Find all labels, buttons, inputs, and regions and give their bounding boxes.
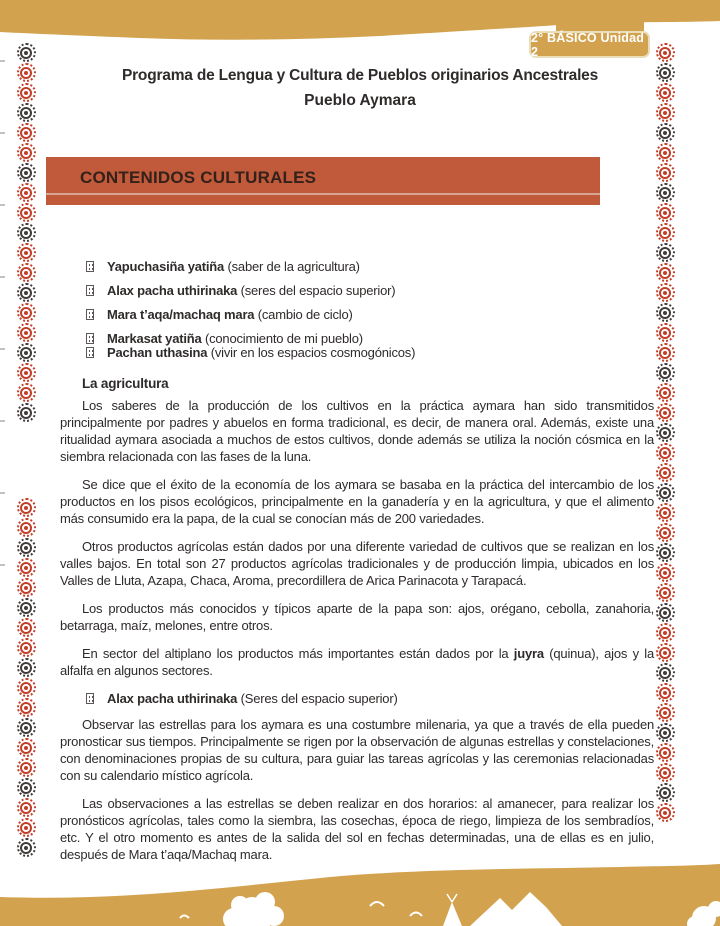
right-ornament-border — [654, 42, 676, 823]
main-text-content — [60, 258, 654, 874]
tofu-bullet-icon — [86, 285, 94, 296]
red-gear-motif-icon — [17, 383, 36, 402]
page-edge-mark — [0, 348, 5, 350]
red-gear-motif-icon — [656, 583, 675, 602]
alax-pacha-bullet — [86, 690, 654, 707]
agriculture-heading: La agricultura — [82, 376, 169, 391]
pueblo-subtitle: Pueblo Aymara — [304, 92, 416, 109]
red-gear-motif-icon — [17, 243, 36, 262]
dark-gear-motif-icon — [656, 783, 675, 802]
dark-gear-motif-icon — [656, 243, 675, 262]
paragraph-productos-conocidos: Los productos más conocidos y típicos aparte de la papa son: ajos, orégano, cebolla, zanahoria, betarraga, maíz, melones, entre otros. — [60, 601, 654, 633]
red-gear-motif-icon — [17, 678, 36, 697]
red-gear-motif-icon — [656, 683, 675, 702]
red-gear-motif-icon — [17, 558, 36, 577]
paragraph-otros-productos: Otros productos agrícolas están dados por una diferente variedad de cultivos que se realizan en los valles bajos. En total son 27 productos agrícolas tradicionales y de producción limpia, ubicados en los Valles de Lluta, Azapa, Chaca, Aroma, precordillera de Arica Parinacota y Tarapacá. — [60, 539, 654, 588]
red-gear-motif-icon — [656, 743, 675, 762]
red-gear-motif-icon — [656, 283, 675, 302]
gear-chain-segment — [15, 498, 37, 857]
page-edge-mark — [0, 60, 5, 62]
red-gear-motif-icon — [656, 803, 675, 822]
red-gear-motif-icon — [656, 263, 675, 282]
dark-gear-motif-icon — [17, 658, 36, 677]
paragraph-observaciones-horarios: Las observaciones a las estrellas se deben realizar en dos horarios: al amanecer, para realizar los pronósticos agrícolas, tales como la siembra, las cosechas, época de riego, limpieza de los sembradíos, etc. Y el otro momento es antes de la salida del sol en fechas determinadas, una de ellas es en julio, después de Mara t’aqa/Machaq mara. — [60, 796, 654, 862]
dark-gear-motif-icon — [17, 403, 36, 422]
dark-gear-motif-icon — [17, 598, 36, 617]
red-gear-motif-icon — [656, 403, 675, 422]
red-gear-motif-icon — [17, 758, 36, 777]
tofu-bullet-icon — [86, 333, 94, 344]
red-gear-motif-icon — [656, 323, 675, 342]
page-edge-mark — [0, 420, 5, 422]
red-gear-motif-icon — [656, 343, 675, 362]
dark-gear-motif-icon — [17, 223, 36, 242]
red-gear-motif-icon — [656, 203, 675, 222]
red-gear-motif-icon — [17, 203, 36, 222]
tofu-bullet-icon — [86, 261, 94, 272]
red-gear-motif-icon — [656, 223, 675, 242]
list-item — [86, 306, 654, 323]
red-gear-motif-icon — [656, 643, 675, 662]
unit-badge: 2° BÁSICO Unidad 2 — [529, 31, 650, 58]
list-item — [86, 282, 654, 299]
paragraph-exito: Se dice que el éxito de la economía de los aymara se basaba en la práctica del intercambio de los productos en los pisos ecológicos, principalmente en la ganadería y en la agricultura, y que el alimento más consumido era la papa, de la cual se conocían más de 200 variedades. — [60, 477, 654, 526]
dark-gear-motif-icon — [656, 423, 675, 442]
vocab-gloss: (saber de la agricultura) — [224, 259, 360, 274]
dark-gear-motif-icon — [656, 663, 675, 682]
juyra-bold-term: juyra — [513, 646, 544, 661]
red-gear-motif-icon — [17, 83, 36, 102]
red-gear-motif-icon — [17, 578, 36, 597]
red-gear-motif-icon — [17, 818, 36, 837]
vocab-gloss: (vivir en los espacios cosmogónicos) — [207, 345, 416, 360]
vocab-term: Markasat yatiña — [107, 331, 202, 346]
red-gear-motif-icon — [17, 323, 36, 342]
red-gear-motif-icon — [656, 563, 675, 582]
paragraph-saberes: Los saberes de la producción de los cultivos en la práctica aymara han sido transmitidos principalmente por padres y abuelos en forma tradicional, es decir, de manera oral. Además, existe una ritualidad aymara asociada a muchos de estos cultivos, donde además se utiliza la noción cósmica en la siembra relacionada con las fases de la luna. — [60, 398, 654, 464]
vocab-list — [60, 258, 654, 361]
vocab-gloss: (Seres del espacio superior) — [237, 691, 398, 706]
dark-gear-motif-icon — [656, 723, 675, 742]
tofu-bullet-icon — [86, 309, 94, 320]
section-banner-label: CONTENIDOS CULTURALES — [80, 168, 317, 187]
red-gear-motif-icon — [17, 618, 36, 637]
red-gear-motif-icon — [17, 498, 36, 517]
red-gear-motif-icon — [17, 738, 36, 757]
red-gear-motif-icon — [17, 63, 36, 82]
dark-gear-motif-icon — [17, 103, 36, 122]
dark-gear-motif-icon — [656, 543, 675, 562]
vocab-term: Alax pacha uthirinaka — [107, 691, 238, 706]
dark-gear-motif-icon — [17, 718, 36, 737]
dark-gear-motif-icon — [656, 123, 675, 142]
red-gear-motif-icon — [656, 503, 675, 522]
tofu-bullet-icon — [86, 347, 94, 358]
ornament-gap — [15, 423, 37, 497]
dark-gear-motif-icon — [17, 538, 36, 557]
red-gear-motif-icon — [17, 638, 36, 657]
dark-gear-motif-icon — [17, 838, 36, 857]
section-banner — [46, 157, 600, 205]
gear-chain-segment — [15, 43, 37, 422]
red-gear-motif-icon — [656, 143, 675, 162]
red-gear-motif-icon — [656, 383, 675, 402]
red-gear-motif-icon — [17, 798, 36, 817]
dark-gear-motif-icon — [656, 63, 675, 82]
dark-gear-motif-icon — [17, 43, 36, 62]
vocab-term: Yapuchasiña yatiña — [107, 259, 225, 274]
dark-gear-motif-icon — [656, 483, 675, 502]
red-gear-motif-icon — [17, 263, 36, 282]
dark-gear-motif-icon — [17, 163, 36, 182]
dark-gear-motif-icon — [17, 283, 36, 302]
dark-gear-motif-icon — [656, 183, 675, 202]
red-gear-motif-icon — [17, 303, 36, 322]
vocab-term: Mara t’aqa/machaq mara — [107, 307, 255, 322]
vocab-gloss: (seres del espacio superior) — [237, 283, 396, 298]
red-gear-motif-icon — [17, 143, 36, 162]
dark-gear-motif-icon — [17, 778, 36, 797]
red-gear-motif-icon — [656, 43, 675, 62]
vocab-gloss: (conocimiento de mi pueblo) — [201, 331, 363, 346]
red-gear-motif-icon — [656, 443, 675, 462]
dark-gear-motif-icon — [656, 363, 675, 382]
dark-gear-motif-icon — [656, 603, 675, 622]
page-edge-mark — [0, 204, 5, 206]
red-gear-motif-icon — [656, 623, 675, 642]
paragraph-altiplano: En sector del altiplano los productos más importantes están dados por la juyra (quinua), ajos y la alfalfa en algunos sectores. — [60, 646, 654, 678]
dark-gear-motif-icon — [656, 303, 675, 322]
red-gear-motif-icon — [656, 523, 675, 542]
red-gear-motif-icon — [656, 103, 675, 122]
page-edge-mark — [0, 564, 5, 566]
red-gear-motif-icon — [656, 763, 675, 782]
red-gear-motif-icon — [17, 698, 36, 717]
vocab-gloss: (cambio de ciclo) — [254, 307, 353, 322]
page-header — [60, 67, 660, 110]
tofu-bullet-icon — [86, 693, 94, 704]
red-gear-motif-icon — [17, 123, 36, 142]
red-gear-motif-icon — [17, 183, 36, 202]
gear-chain-segment — [654, 43, 676, 822]
page-edge-mark — [0, 492, 5, 494]
paragraph-observar-estrellas: Observar las estrellas para los aymara es una costumbre milenaria, ya que a través de ella pueden pronosticar sus tiempos. Principalmente se rigen por la observación de algunas estrellas y constelaciones, con denominaciones propias de su cultura, para guiar las tareas agrícolas y las ceremonias relacionadas con su calendario místico agrícola. — [60, 717, 654, 783]
vocab-term: Alax pacha uthirinaka — [107, 283, 238, 298]
page-edge-mark — [0, 132, 5, 134]
vocab-term: Pachan uthasina — [107, 345, 208, 360]
list-item — [86, 258, 654, 275]
red-gear-motif-icon — [656, 463, 675, 482]
red-gear-motif-icon — [656, 703, 675, 722]
red-gear-motif-icon — [17, 518, 36, 537]
program-title: Programa de Lengua y Cultura de Pueblos originarios Ancestrales — [121, 67, 599, 84]
page-edge-mark — [0, 276, 5, 278]
list-item — [86, 344, 654, 361]
red-gear-motif-icon — [656, 83, 675, 102]
footer-wave-band — [0, 860, 720, 926]
dark-gear-motif-icon — [17, 343, 36, 362]
red-gear-motif-icon — [17, 363, 36, 382]
left-ornament-border — [15, 42, 37, 858]
red-gear-motif-icon — [656, 163, 675, 182]
